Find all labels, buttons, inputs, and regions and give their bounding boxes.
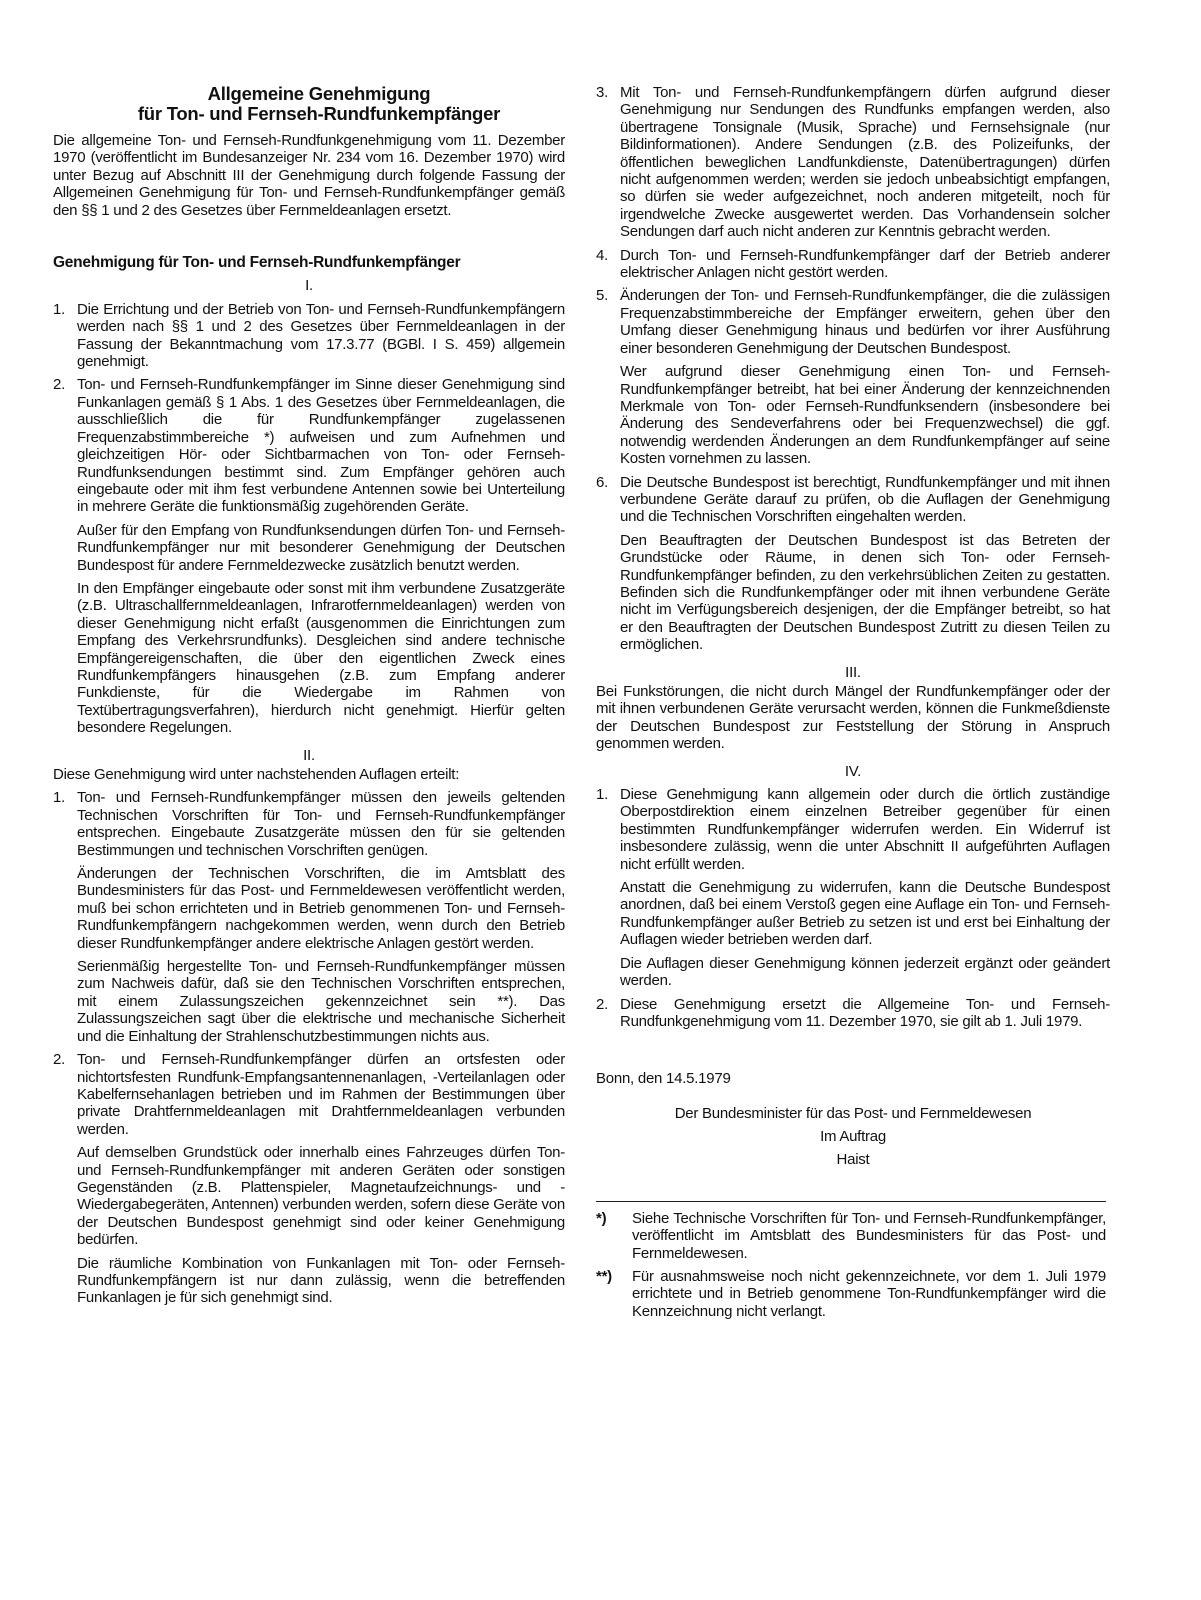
item-body: [620, 287, 1110, 467]
item-body: [620, 996, 1110, 1031]
item-number: 6.: [596, 473, 609, 491]
section-heading: Genehmigung für Ton- und Fernseh-Rundfunkempfänger: [53, 254, 461, 272]
numbered-item: [53, 1051, 565, 1307]
item-paragraph: Die Deutsche Bundespost ist berechtigt, Rundfunkempfänger und mit ihnen verbundene Geräte darauf zu prüfen, ob die Auflagen der Genehmigung und die Technischen Vorschriften eingehalten werden.: [620, 473, 1110, 526]
item-number: 3.: [596, 84, 609, 101]
footnote-text: Für ausnahmsweise noch nicht gekennzeichnete, vor dem 1. Juli 1979 errichtete und in Betrieb genommene Ton-Rundfunkempfänger wird die Kennzeichnung nicht verlangt.: [632, 1267, 1106, 1320]
left-column: [53, 84, 565, 1307]
item-body: [620, 786, 1110, 989]
item-number: 2.: [53, 376, 66, 394]
document-title: [73, 84, 565, 124]
item-number: 1.: [53, 300, 66, 318]
item-body: [77, 376, 565, 736]
scan-noise: [0, 8, 1201, 28]
place-date: Bonn, den 14.5.1979: [596, 1070, 731, 1088]
item-paragraph: In den Empfänger eingebaute oder sonst mit ihm verbundene Zusatzgeräte (z.B. Ultraschallfernmeldeanlagen, Infrarotfernmeldeanlagen) werden von dieser Genehmigung nicht erfaßt (ausgenommen die Einrichtungen zum Empfang des Verkehrsrundfunks). Desgleichen sind andere technische Empfängereigenschaften, die über den eigentlichen Zweck eines Rundfunkempfängers hinausgehen (z.B. zum Empfang anderer Funkdienste, für die Wiedergabe im Rahmen von Textübertragungsverfahren), hierdurch nicht genehmigt. Hierfür gelten besondere Regelungen.: [77, 579, 565, 737]
item-paragraph: Diese Genehmigung kann allgemein oder durch die örtlich zuständige Oberpostdirektion einem einzelnen Betreiber gegenüber für einen bestimmten Rundfunkempfänger widerrufen werden. Ein Widerruf ist insbesondere zulässig, wenn die unter Abschnitt II aufgeführten Auflagen nicht erfüllt werden.: [620, 786, 1110, 873]
item-number: 2.: [53, 1051, 66, 1069]
item-paragraph: Durch Ton- und Fernseh-Rundfunkempfänger darf der Betrieb anderer elektrischer Anlagen nicht gestört werden.: [620, 246, 1110, 282]
title-line-1: Allgemeine Genehmigung: [207, 83, 431, 104]
section-3-numeral: III.: [845, 663, 861, 681]
numbered-item: [53, 376, 565, 736]
item-number: 1.: [596, 786, 609, 804]
footnote-mark: *): [596, 1209, 607, 1227]
signature-block: [596, 1102, 1110, 1171]
item-paragraph: Anstatt die Genehmigung zu widerrufen, kann die Deutsche Bundespost anordnen, daß bei einem Verstoß gegen eine Auflage ein Ton- und Fernseh-Rundfunkempfänger außer Betrieb zu setzen ist und erst bei Einhaltung der Auflagen wieder betrieben werden darf.: [620, 879, 1110, 949]
numbered-item: [596, 247, 1110, 282]
footnote-text: Siehe Technische Vorschriften für Ton- und Fernseh-Rundfunkempfänger, veröffentlicht im Amtsblatt des Bundesministers für das Post- und Fernmeldewesen.: [632, 1209, 1106, 1262]
signature-on-behalf: Im Auftrag: [820, 1127, 886, 1145]
numbered-item: [596, 786, 1110, 989]
section-3-text: Bei Funkstörungen, die nicht durch Mängel der Rundfunkempfänger oder der mit ihnen verbundenen Geräte verursacht werden, können die Funkmeßdienste der Deutschen Bundespost zur Feststellung der Störung in Anspruch genommen werden.: [596, 683, 1110, 753]
item-body: [620, 84, 1110, 241]
section-1-numeral: I.: [305, 277, 313, 295]
item-paragraph: Außer für den Empfang von Rundfunksendungen dürfen Ton- und Fernseh-Rundfunkempfänger nur mit besonderer Genehmigung der Deutschen Bundespost für andere Fernmeldezwecke zusätzlich benutzt werden.: [77, 521, 565, 574]
item-paragraph: Mit Ton- und Fernseh-Rundfunkempfängern dürfen aufgrund dieser Genehmigung nur Sendungen des Rundfunks empfangen werden, also übertragene Tonsignale (Musik, Sprache) und Fernsehsignale (nur Bildinformationen). Andere Sendungen (z.B. des Polizeifunks, der öffentlichen beweglichen Landfunkdienste, Datenübertragungen) dürfen nicht aufgenommen werden; werden sie jedoch unbeabsichtigt empfangen, so dürfen sie weder aufgezeichnet, noch anderen mitgeteilt, noch für irgendwelche Zwecke ausgewertet werden. Das Vorhandensein solcher Sendungen darf auch nicht anderen zur Kenntnis gebracht werden.: [620, 84, 1110, 241]
section-2-items-left: [53, 789, 565, 1306]
item-paragraph: Wer aufgrund dieser Genehmigung einen Ton- und Fernseh-Rundfunkempfänger betreibt, hat bei einer Änderung der kennzeichnenden Merkmale von Ton- oder Fernseh-Rundfunksendern (insbesondere bei Änderung des Sendeverfahrens oder bei Frequenzwechsel) die ggf. notwendig werdenden Änderungen an dem Rundfunkempfänger auf seine Kosten vornehmen zu lassen.: [620, 363, 1110, 468]
numbered-item: [53, 301, 565, 371]
item-paragraph: Serienmäßig hergestellte Ton- und Fernseh-Rundfunkempfänger müssen zum Nachweis dafür, daß sie den Technischen Vorschriften entsprechen, mit einem Zulassungszeichen gekennzeichnet sein **). Das Zulassungszeichen sagt über die elektrische und mechanische Sicherheit und die Einhaltung der Strahlenschutzbestimmungen nichts aus.: [77, 958, 565, 1045]
item-paragraph: Ton- und Fernseh-Rundfunkempfänger dürfen an ortsfesten oder nichtortsfesten Rundfunk-Empfangsantennenanlagen, -Verteilanlagen oder Kabelfernsehanlagen betrieben und im Rahmen der Bestimmungen über private Drahtfernmeldeanlagen mit Drahtfernmeldeanlagen verbunden werden.: [77, 1051, 565, 1138]
numbered-item: [53, 789, 565, 1045]
item-paragraph: Die räumliche Kombination von Funkanlagen mit Ton- oder Fernseh-Rundfunkempfängern ist nur dann zulässig, wenn die betreffenden Funkanlagen je für sich genehmigt sind.: [77, 1254, 565, 1307]
numbered-item: [596, 287, 1110, 467]
numbered-item: [596, 84, 1110, 241]
item-paragraph: Diese Genehmigung ersetzt die Allgemeine Ton- und Fernseh-Rundfunkgenehmigung vom 11. Dezember 1970, sie gilt ab 1. Juli 1979.: [620, 995, 1110, 1030]
footnotes: [596, 1201, 1106, 1320]
item-paragraph: Den Beauftragten der Deutschen Bundespost ist das Betreten der Grundstücke oder Räume, in denen sich Ton- oder Fernseh-Rundfunkempfänger befinden, zu den verkehrsüblichen Zeiten zu gestatten. Befinden sich die Rundfunkempfänger oder mit ihnen verbundene Geräte nicht im Verfügungsbereich desjenigen, der die Empfänger betreibt, so hat er den Beauftragten der Deutschen Bundespost Zutritt zu diesen Teilen zu ermöglichen.: [620, 531, 1110, 654]
item-paragraph: Die Auflagen dieser Genehmigung können jederzeit ergänzt oder geändert werden.: [620, 954, 1110, 990]
item-number: 1.: [53, 789, 66, 807]
section-1-items: [53, 301, 565, 737]
title-line-2: für Ton- und Fernseh-Rundfunkempfänger: [137, 103, 501, 124]
numbered-item: [596, 474, 1110, 654]
item-body: [620, 247, 1110, 282]
signature-name: Haist: [836, 1150, 870, 1168]
item-paragraph: Ton- und Fernseh-Rundfunkempfänger im Sinne dieser Genehmigung sind Funkanlagen gemäß § 1 Abs. 1 des Gesetzes über Fernmeldeanlagen, die ausschließlich die für Rundfunkempfänger zugelassenen Frequenzabstimmbereiche *) aufweisen und zum Aufnehmen und gleichzeitigen Hör- oder Sichtbarmachen von Ton- oder Fernseh-Rundfunksendungen bestimmt sind. Zum Empfänger gehören auch eingebaute oder mit ihm fest verbundene Antennen sowie bei Unterteilung in mehrere Geräte die funktionsmäßig zugehörenden Geräte.: [77, 376, 565, 516]
item-paragraph: Ton- und Fernseh-Rundfunkempfänger müssen den jeweils geltenden Technischen Vorschriften für Ton- und Fernseh-Rundfunkempfänger entsprechen. Eingebaute Zusatzgeräte müssen den für sie geltenden Bestimmungen und technischen Vorschriften genügen.: [77, 789, 565, 859]
footnote-2: [596, 1268, 1106, 1320]
item-paragraph: Änderungen der Ton- und Fernseh-Rundfunkempfänger, die die zulässigen Frequenzabstimmbereiche der Empfänger erweitern, gehen über den Umfang dieser Genehmigung hinaus und bedürfen vor ihrer Ausführung einer besonderen Genehmigung der Deutschen Bundespost.: [620, 287, 1110, 357]
section-4-numeral: IV.: [844, 762, 862, 780]
right-column: [596, 84, 1110, 1326]
section-2-numeral: II.: [303, 746, 315, 764]
section-2-lead: Diese Genehmigung wird unter nachstehenden Auflagen erteilt:: [53, 766, 460, 783]
item-number: 5.: [596, 287, 609, 305]
numbered-item: [596, 996, 1110, 1031]
item-body: [77, 301, 565, 371]
item-body: [620, 474, 1110, 654]
section-2-items-right: [596, 84, 1110, 654]
section-4-items: [596, 786, 1110, 1030]
item-paragraph: Die Errichtung und der Betrieb von Ton- und Fernseh-Rundfunkempfängern werden nach §§ 1 und 2 des Gesetzes über Fernmeldeanlagen in der Fassung der Bekanntmachung vom 17.3.77 (BGBl. I S. 459) allgemein genehmigt.: [77, 300, 565, 371]
footnote-mark: **): [596, 1267, 612, 1285]
item-number: 2.: [596, 995, 609, 1013]
signature-authority: Der Bundesminister für das Post- und Fernmeldewesen: [674, 1104, 1032, 1122]
item-paragraph: Änderungen der Technischen Vorschriften, die im Amtsblatt des Bundesministers für das Post- und Fernmeldewesen veröffentlicht werden, muß bei schon errichteten und in Betrieb genommenen Ton- und Fernseh-Rundfunkempfängern nachgekommen werden, wenn durch den Betrieb dieser Rundfunkempfänger andere elektrische Anlagen gestört werden.: [77, 865, 565, 952]
item-body: [77, 789, 565, 1045]
intro-paragraph: Die allgemeine Ton- und Fernseh-Rundfunkgenehmigung vom 11. Dezember 1970 (veröffentlicht im Bundesanzeiger Nr. 234 vom 16. Dezember 1970) wird unter Bezug auf Abschnitt III der Genehmigung durch folgende Fassung der Allgemeinen Genehmigung für Ton- und Fernseh-Rundfunkempfänger gemäß den §§ 1 und 2 des Gesetzes über Fernmeldeanlagen ersetzt.: [53, 132, 565, 219]
item-number: 4.: [596, 246, 609, 264]
footnote-1: [596, 1210, 1106, 1262]
item-paragraph: Auf demselben Grundstück oder innerhalb eines Fahrzeuges dürfen Ton- und Fernseh-Rundfunkempfänger mit anderen Geräten oder sonstigen Gegenständen (z.B. Plattenspieler, Magnetaufzeichnungs- und -Wiedergabegeräten, Antennen) verbunden werden, sofern diese Geräte von der Deutschen Bundespost genehmigt sind oder keiner Genehmigung bedürfen.: [77, 1144, 565, 1249]
item-body: [77, 1051, 565, 1307]
